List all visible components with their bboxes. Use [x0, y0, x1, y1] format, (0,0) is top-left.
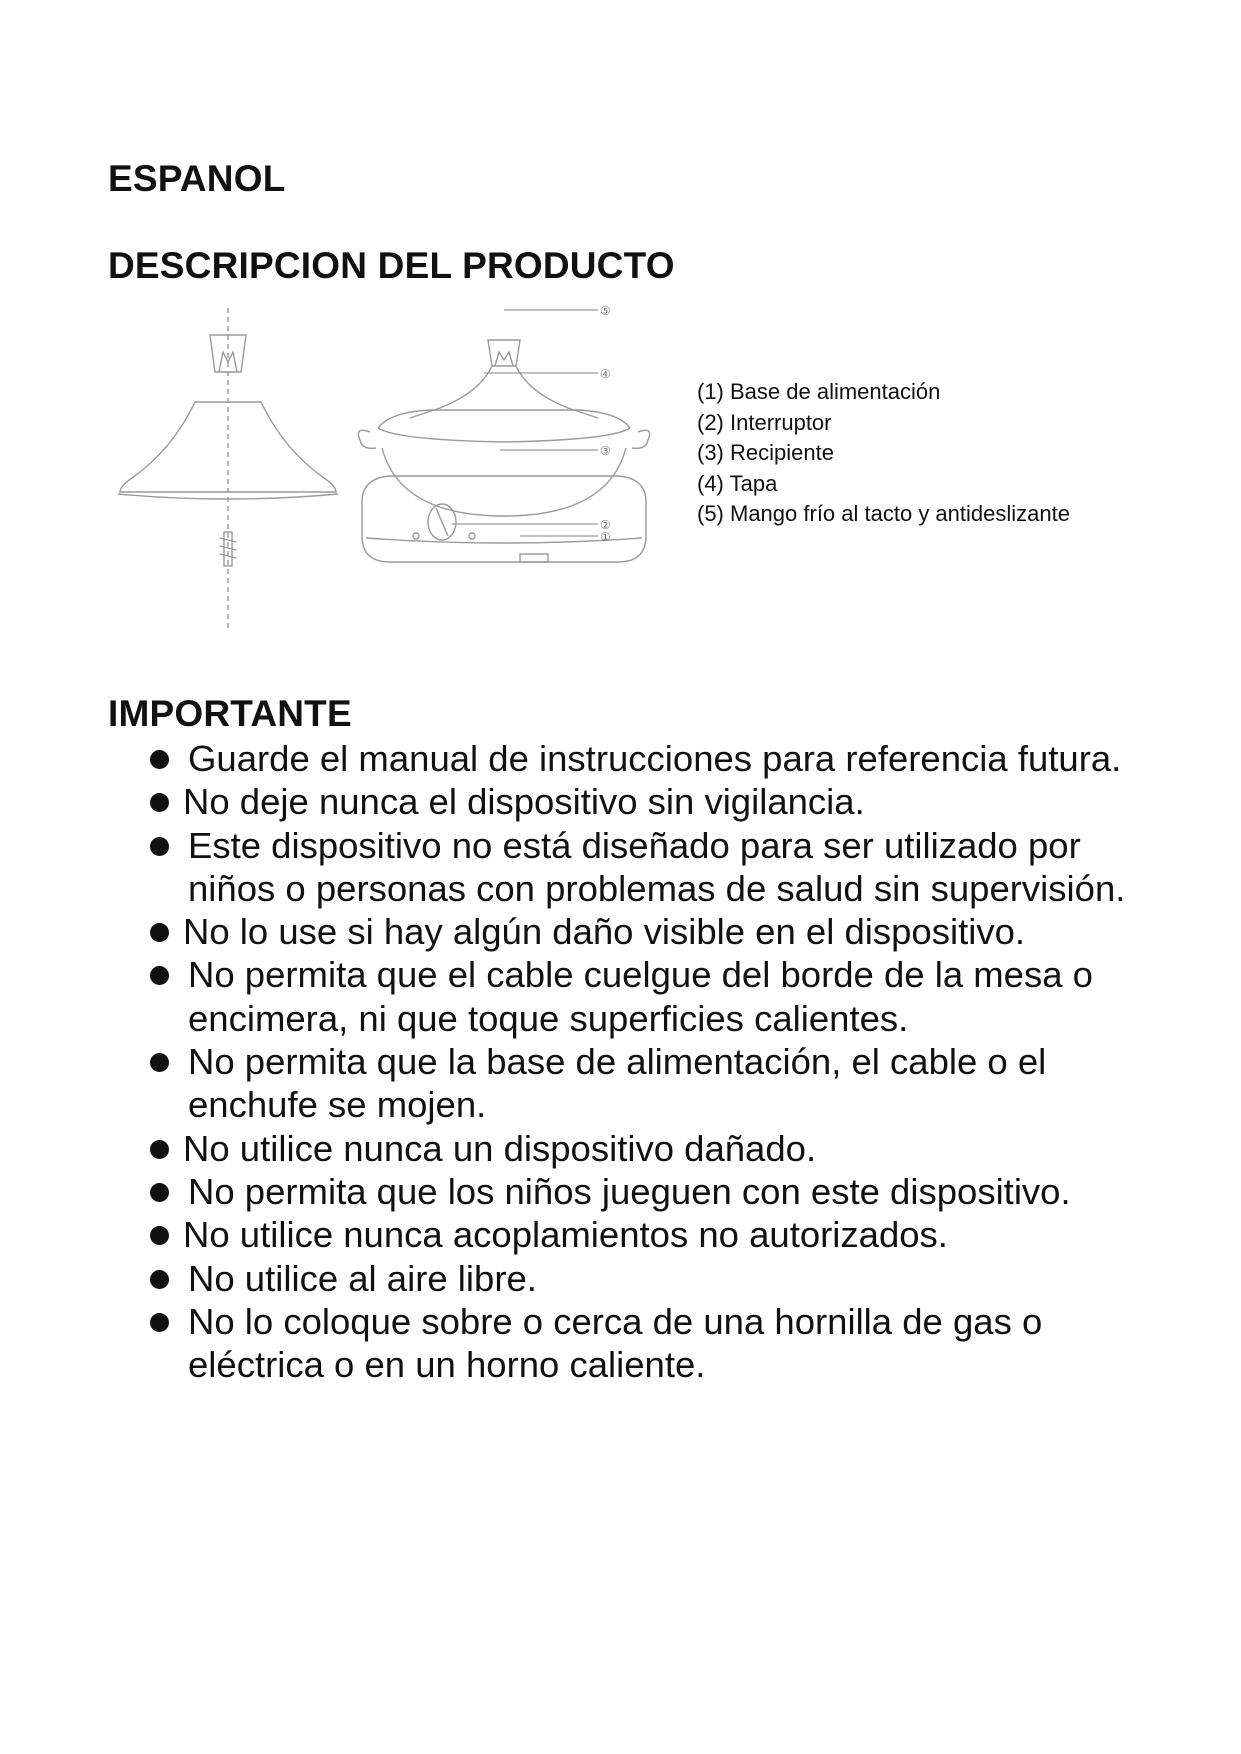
callout-1-marker: ①	[600, 530, 611, 544]
callout-leader-lines	[452, 310, 598, 536]
warning-item	[150, 1040, 1150, 1127]
callout-3-marker: ③	[600, 444, 611, 458]
legend-item: (5) Mango frío al tacto y antideslizante	[697, 501, 1070, 526]
warning-item	[150, 1257, 1150, 1300]
warning-text: No utilice nunca acoplamientos no autorizados.	[183, 1214, 948, 1256]
warning-text: No permita que la base de alimentación, el cable o el enchufe se mojen.	[188, 1041, 1047, 1126]
warning-item	[150, 1127, 1150, 1170]
warning-item	[150, 737, 1150, 780]
warning-text: Este dispositivo no está diseñado para ser utilizado por niños o personas con problemas de salud sin supervisión.	[188, 824, 1126, 909]
exploded-lid-drawing	[118, 308, 338, 630]
warning-text: No permita que los niños jueguen con este dispositivo.	[188, 1170, 1071, 1212]
legend-item: (1) Base de alimentación	[697, 379, 941, 404]
warning-item	[150, 910, 1150, 953]
warnings-list	[150, 737, 1150, 1386]
section-heading-description: DESCRIPCION DEL PRODUCTO	[108, 245, 675, 286]
warning-text: No lo use si hay algún daño visible en el dispositivo.	[183, 911, 1026, 953]
parts-legend	[697, 377, 1070, 530]
warning-item	[150, 953, 1150, 1040]
callout-4-marker: ④	[600, 367, 611, 381]
callout-2-marker: ②	[600, 518, 611, 532]
warning-text: No lo coloque sobre o cerca de una hornilla de gas o eléctrica o en un horno caliente.	[188, 1300, 1043, 1386]
legend-item: (2) Interruptor	[697, 409, 832, 435]
warning-text: No utilice al aire libre.	[188, 1257, 537, 1299]
legend-item: (3) Recipiente	[697, 440, 834, 465]
warning-text: No deje nunca el dispositivo sin vigilancia.	[183, 781, 865, 823]
warning-item	[150, 780, 1150, 823]
callout-5-marker: ⑤	[600, 304, 611, 318]
warning-text: Guarde el manual de instrucciones para referencia futura.	[188, 738, 1122, 779]
section-heading-important: IMPORTANTE	[108, 693, 352, 734]
warning-item	[150, 1213, 1150, 1256]
warning-text: No permita que el cable cuelgue del borde de la mesa o encimera, ni que toque superficies calientes.	[188, 954, 1093, 1039]
language-heading: ESPANOL	[108, 158, 286, 199]
warning-item	[150, 1170, 1150, 1213]
legend-item: (4) Tapa	[697, 470, 778, 496]
warning-item	[150, 824, 1150, 911]
warning-text: No utilice nunca un dispositivo dañado.	[183, 1127, 817, 1169]
warning-item	[150, 1300, 1150, 1387]
